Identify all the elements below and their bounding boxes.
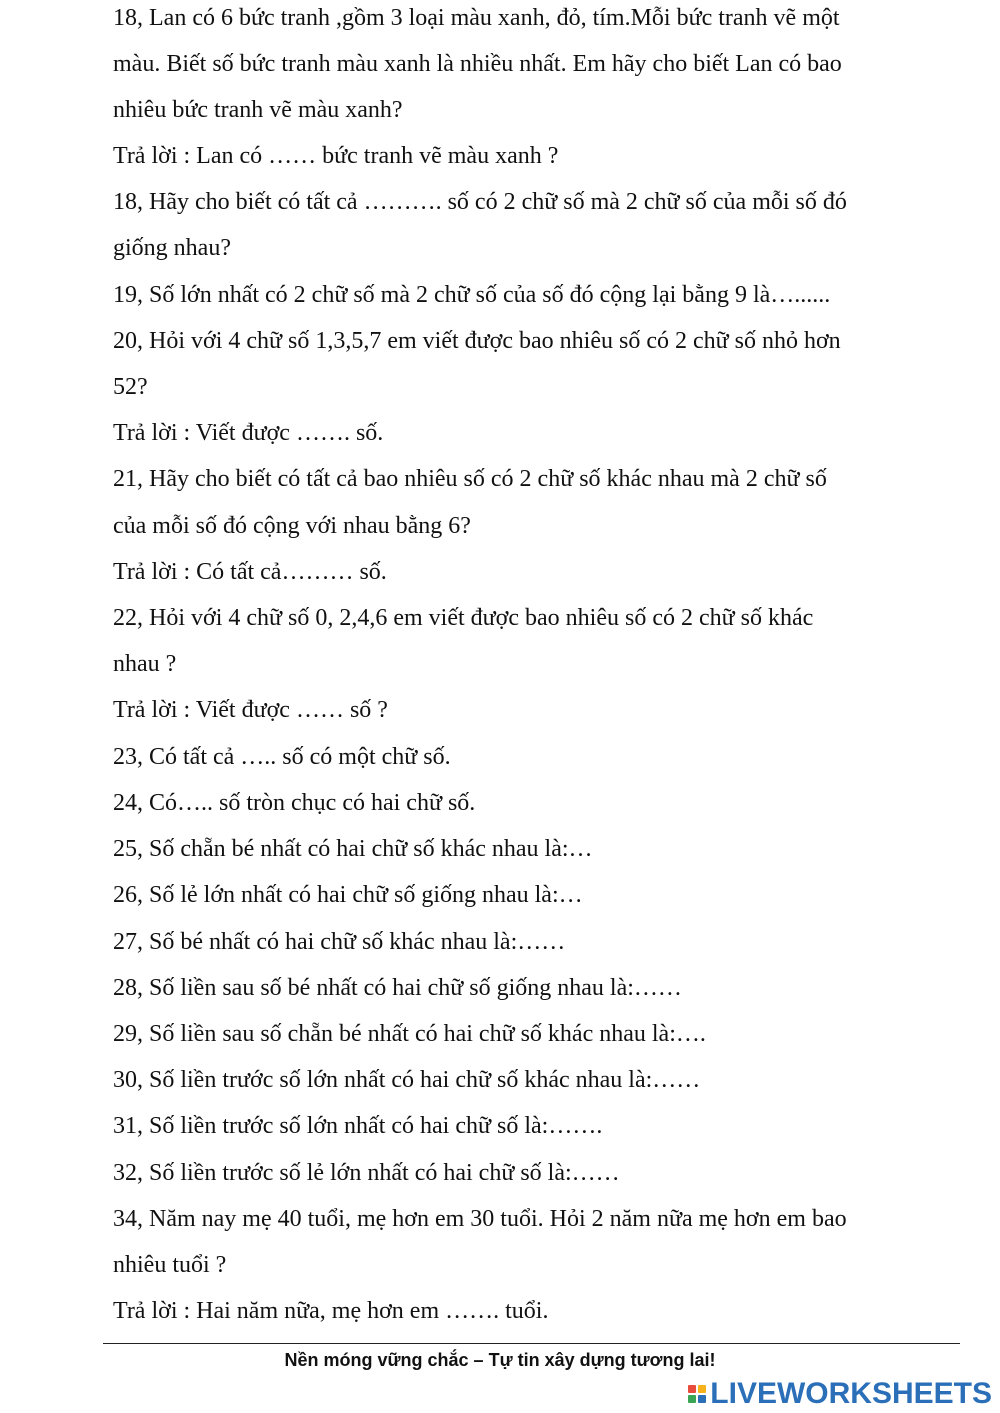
- question-21-line-1: 21, Hãy cho biết có tất cả bao nhiêu số có 2 chữ số khác nhau mà 2 chữ số: [113, 466, 827, 492]
- question-19: 19, Số lớn nhất có 2 chữ số mà 2 chữ số của số đó cộng lại bằng 9 là…......: [113, 282, 831, 308]
- question-22-line-1: 22, Hỏi với 4 chữ số 0, 2,4,6 em viết được bao nhiêu số có 2 chữ số khác: [113, 605, 814, 631]
- question-23: 23, Có tất cả ….. số có một chữ số.: [113, 744, 451, 770]
- question-18a-line-2: màu. Biết số bức tranh màu xanh là nhiều nhất. Em hãy cho biết Lan có bao: [113, 51, 842, 77]
- question-24: 24, Có….. số tròn chục có hai chữ số.: [113, 790, 476, 816]
- logo-square-red: [688, 1385, 696, 1393]
- question-22-line-2: nhau ?: [113, 651, 177, 677]
- question-30: 30, Số liền trước số lớn nhất có hai chữ số khác nhau là:……: [113, 1067, 701, 1093]
- logo-square-yellow: [698, 1385, 706, 1393]
- question-18b-line-1: 18, Hãy cho biết có tất cả ………. số có 2 chữ số mà 2 chữ số của mỗi số đó: [113, 189, 847, 215]
- question-31: 31, Số liền trước số lớn nhất có hai chữ số là:…….: [113, 1113, 603, 1139]
- question-18b-line-2: giống nhau?: [113, 235, 231, 261]
- question-20-line-1: 20, Hỏi với 4 chữ số 1,3,5,7 em viết được bao nhiêu số có 2 chữ số nhỏ hơn: [113, 328, 841, 354]
- logo-square-green: [688, 1395, 696, 1403]
- question-29: 29, Số liền sau số chẵn bé nhất có hai chữ số khác nhau là:….: [113, 1021, 706, 1047]
- question-34-line-2: nhiêu tuổi ?: [113, 1252, 227, 1278]
- question-18a-line-3: nhiêu bức tranh vẽ màu xanh?: [113, 97, 403, 123]
- question-26: 26, Số lẻ lớn nhất có hai chữ số giống nhau là:…: [113, 882, 583, 908]
- question-25: 25, Số chẵn bé nhất có hai chữ số khác nhau là:…: [113, 836, 593, 862]
- liveworksheets-logo-icon: [688, 1385, 706, 1403]
- footer-slogan: Nền móng vững chắc – Tự tin xây dựng tương lai!: [284, 1350, 716, 1370]
- question-27: 27, Số bé nhất có hai chữ số khác nhau là:……: [113, 929, 566, 955]
- footer-divider: [103, 1343, 960, 1344]
- question-18a-line-1: 18, Lan có 6 bức tranh ,gồm 3 loại màu xanh, đỏ, tím.Mỗi bức tranh vẽ một: [113, 5, 840, 31]
- question-28: 28, Số liền sau số bé nhất có hai chữ số giống nhau là:……: [113, 975, 682, 1001]
- question-34-line-1: 34, Năm nay mẹ 40 tuổi, mẹ hơn em 30 tuổi. Hỏi 2 năm nữa mẹ hơn em bao: [113, 1206, 847, 1232]
- brand-name: LIVEWORKSHEETS: [710, 1377, 992, 1410]
- answer-34: Trả lời : Hai năm nữa, mẹ hơn em ……. tuổi.: [113, 1298, 549, 1324]
- answer-22: Trả lời : Viết được …… số ?: [113, 697, 388, 723]
- question-32: 32, Số liền trước số lẻ lớn nhất có hai chữ số là:……: [113, 1160, 620, 1186]
- answer-21: Trả lời : Có tất cả……… số.: [113, 559, 387, 585]
- question-20-line-2: 52?: [113, 374, 148, 400]
- logo-square-blue: [698, 1395, 706, 1403]
- liveworksheets-brand: [688, 1378, 992, 1410]
- question-21-line-2: của mỗi số đó cộng với nhau bằng 6?: [113, 513, 471, 539]
- answer-20: Trả lời : Viết được ……. số.: [113, 420, 384, 446]
- answer-18a: Trả lời : Lan có …… bức tranh vẽ màu xanh ?: [113, 143, 559, 169]
